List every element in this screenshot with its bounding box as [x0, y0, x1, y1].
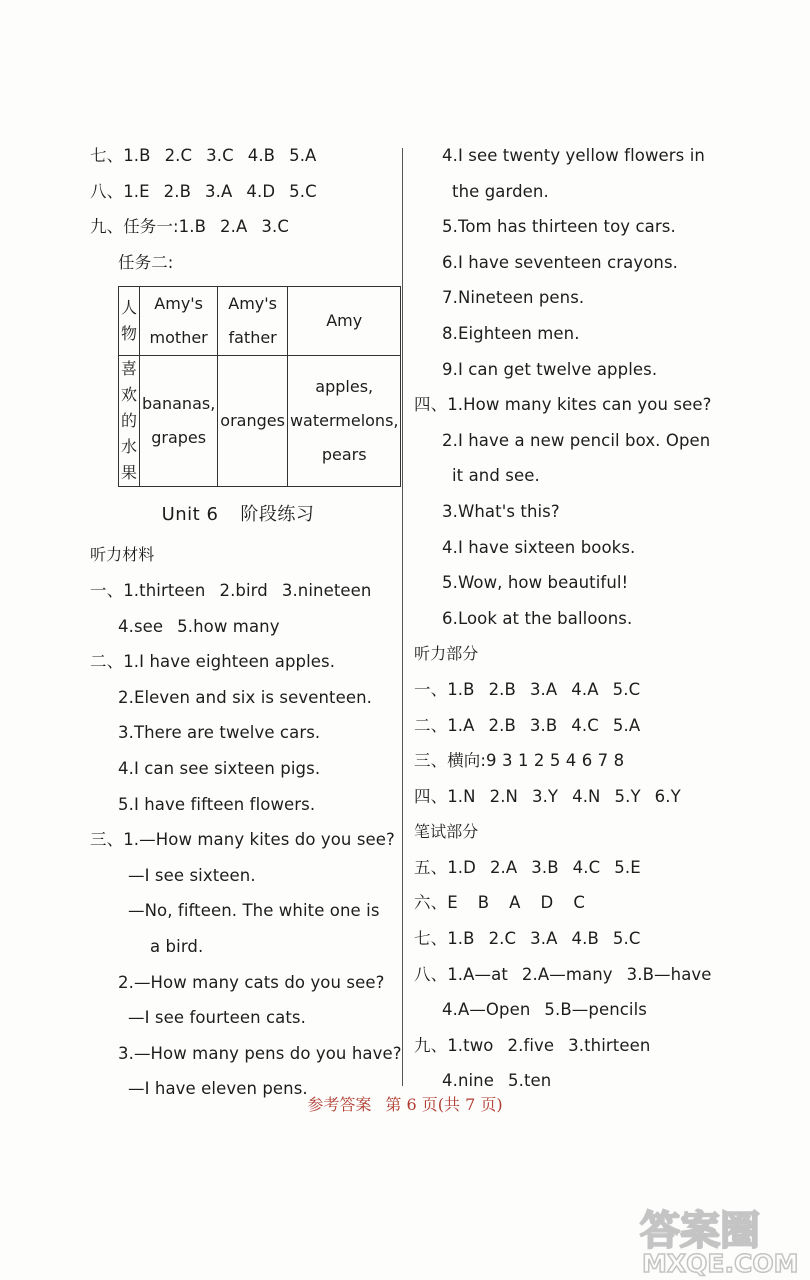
answers-part-3: 三、横向:9 3 1 2 5 4 6 7 8: [414, 751, 625, 771]
part-3-line: 三、1.—How many kites do you see?: [90, 830, 395, 850]
listening-part-heading: 听力部分: [414, 644, 479, 664]
part-3-line: —I have eleven pens.: [128, 1079, 308, 1099]
part-3-cont-line: 7.Nineteen pens.: [442, 288, 585, 308]
answers-part-6: 六、E B A D C: [414, 893, 585, 913]
amy-mother-cell: Amy's mother: [140, 287, 218, 356]
part-2-line: 3.There are twelve cars.: [118, 723, 321, 743]
part-2-line: 二、1.I have eighteen apples.: [90, 652, 336, 672]
part-3-line: a bird.: [150, 936, 204, 956]
part-1-line-2: 4.see 5.how many: [118, 616, 280, 636]
answers-part-4: 四、1.N 2.N 3.Y 4.N 5.Y 6.Y: [414, 786, 681, 806]
favorite-fruit-header-cell: 喜欢 的水 果: [119, 356, 140, 487]
part-3-line: 2.—How many cats do you see?: [118, 972, 385, 992]
watermark-text-cn: 答案圈: [640, 1208, 760, 1254]
page-footer: [0, 1092, 810, 1115]
father-fruits-cell: oranges: [218, 356, 288, 487]
watermark-text-en: MXQE.COM: [642, 1249, 799, 1278]
part-3-cont-line: 4.I see twenty yellow flowers in: [442, 146, 705, 165]
amy-father-cell: Amy's father: [218, 287, 288, 356]
section-9-task1-answers: 九、任务一:1.B 2.A 3.C: [90, 217, 289, 237]
footer-title: 参考答案: [307, 1095, 372, 1114]
part-4-line: 2.I have a new pencil box. Open: [442, 430, 711, 450]
part-4-line: 3.What's this?: [442, 501, 560, 521]
answers-part-8-line-1: 八、1.A—at 2.A—many 3.B—have: [414, 964, 712, 984]
part-4-line: 四、1.How many kites can you see?: [414, 395, 712, 415]
part-3-cont-line: the garden.: [452, 181, 549, 201]
answers-part-5: 五、1.D 2.A 3.B 4.C 5.E: [414, 857, 641, 877]
part-3-line: 3.—How many pens do you have?: [118, 1043, 402, 1063]
footer-page-number: 第 6 页(共 7 页): [385, 1095, 503, 1114]
fruit-preference-table: [118, 286, 401, 487]
right-column: [414, 138, 734, 1099]
column-divider: [402, 148, 403, 1086]
part-1-line-1: 一、1.thirteen 2.bird 3.nineteen: [90, 580, 372, 600]
part-3-cont-line: 5.Tom has thirteen toy cars.: [442, 217, 676, 237]
part-3-line: —I see fourteen cats.: [128, 1008, 306, 1028]
part-4-line: 5.Wow, how beautiful!: [442, 573, 629, 593]
answers-part-7: 七、1.B 2.C 3.A 4.B 5.C: [414, 929, 641, 949]
answers-part-9-line-2: 4.nine 5.ten: [442, 1071, 552, 1091]
table-row: [119, 356, 401, 487]
people-header-cell: 人物: [119, 287, 140, 356]
part-4-line: 6.Look at the balloons.: [442, 608, 633, 628]
part-3-line: —No, fifteen. The white one is: [128, 901, 380, 921]
written-part-heading: 笔试部分: [414, 822, 479, 842]
part-3-cont-line: 6.I have seventeen crayons.: [442, 252, 679, 272]
answers-part-8-line-2: 4.A—Open 5.B—pencils: [442, 1000, 647, 1020]
part-4-line: it and see.: [452, 466, 540, 486]
listening-material-heading: 听力材料: [90, 545, 155, 565]
answers-part-1: 一、1.B 2.B 3.A 4.A 5.C: [414, 679, 641, 699]
part-3-cont-line: 8.Eighteen men.: [442, 323, 580, 343]
section-8-answers: 八、1.E 2.B 3.A 4.D 5.C: [90, 181, 317, 201]
part-3-line: —I see sixteen.: [128, 865, 256, 885]
unit-title: Unit 6 阶段练习: [161, 504, 315, 526]
part-3-cont-line: 9.I can get twelve apples.: [442, 359, 658, 379]
amy-fruits-cell: apples, watermelons, pears: [287, 356, 401, 487]
amy-cell: Amy: [287, 287, 401, 356]
left-column: [90, 138, 400, 1107]
part-2-line: 5.I have fifteen flowers.: [118, 794, 316, 814]
answers-part-9-line-1: 九、1.two 2.five 3.thirteen: [414, 1035, 651, 1055]
site-watermark-logo: [636, 1200, 804, 1278]
task2-label: 任务二:: [118, 252, 174, 272]
part-4-line: 4.I have sixteen books.: [442, 537, 636, 557]
answers-part-2: 二、1.A 2.B 3.B 4.C 5.A: [414, 715, 641, 735]
part-2-line: 2.Eleven and six is seventeen.: [118, 687, 373, 707]
mother-fruits-cell: bananas, grapes: [140, 356, 218, 487]
part-2-line: 4.I can see sixteen pigs.: [118, 758, 321, 778]
table-row: [119, 287, 401, 356]
section-7-answers: 七、1.B 2.C 3.C 4.B 5.A: [90, 146, 317, 165]
